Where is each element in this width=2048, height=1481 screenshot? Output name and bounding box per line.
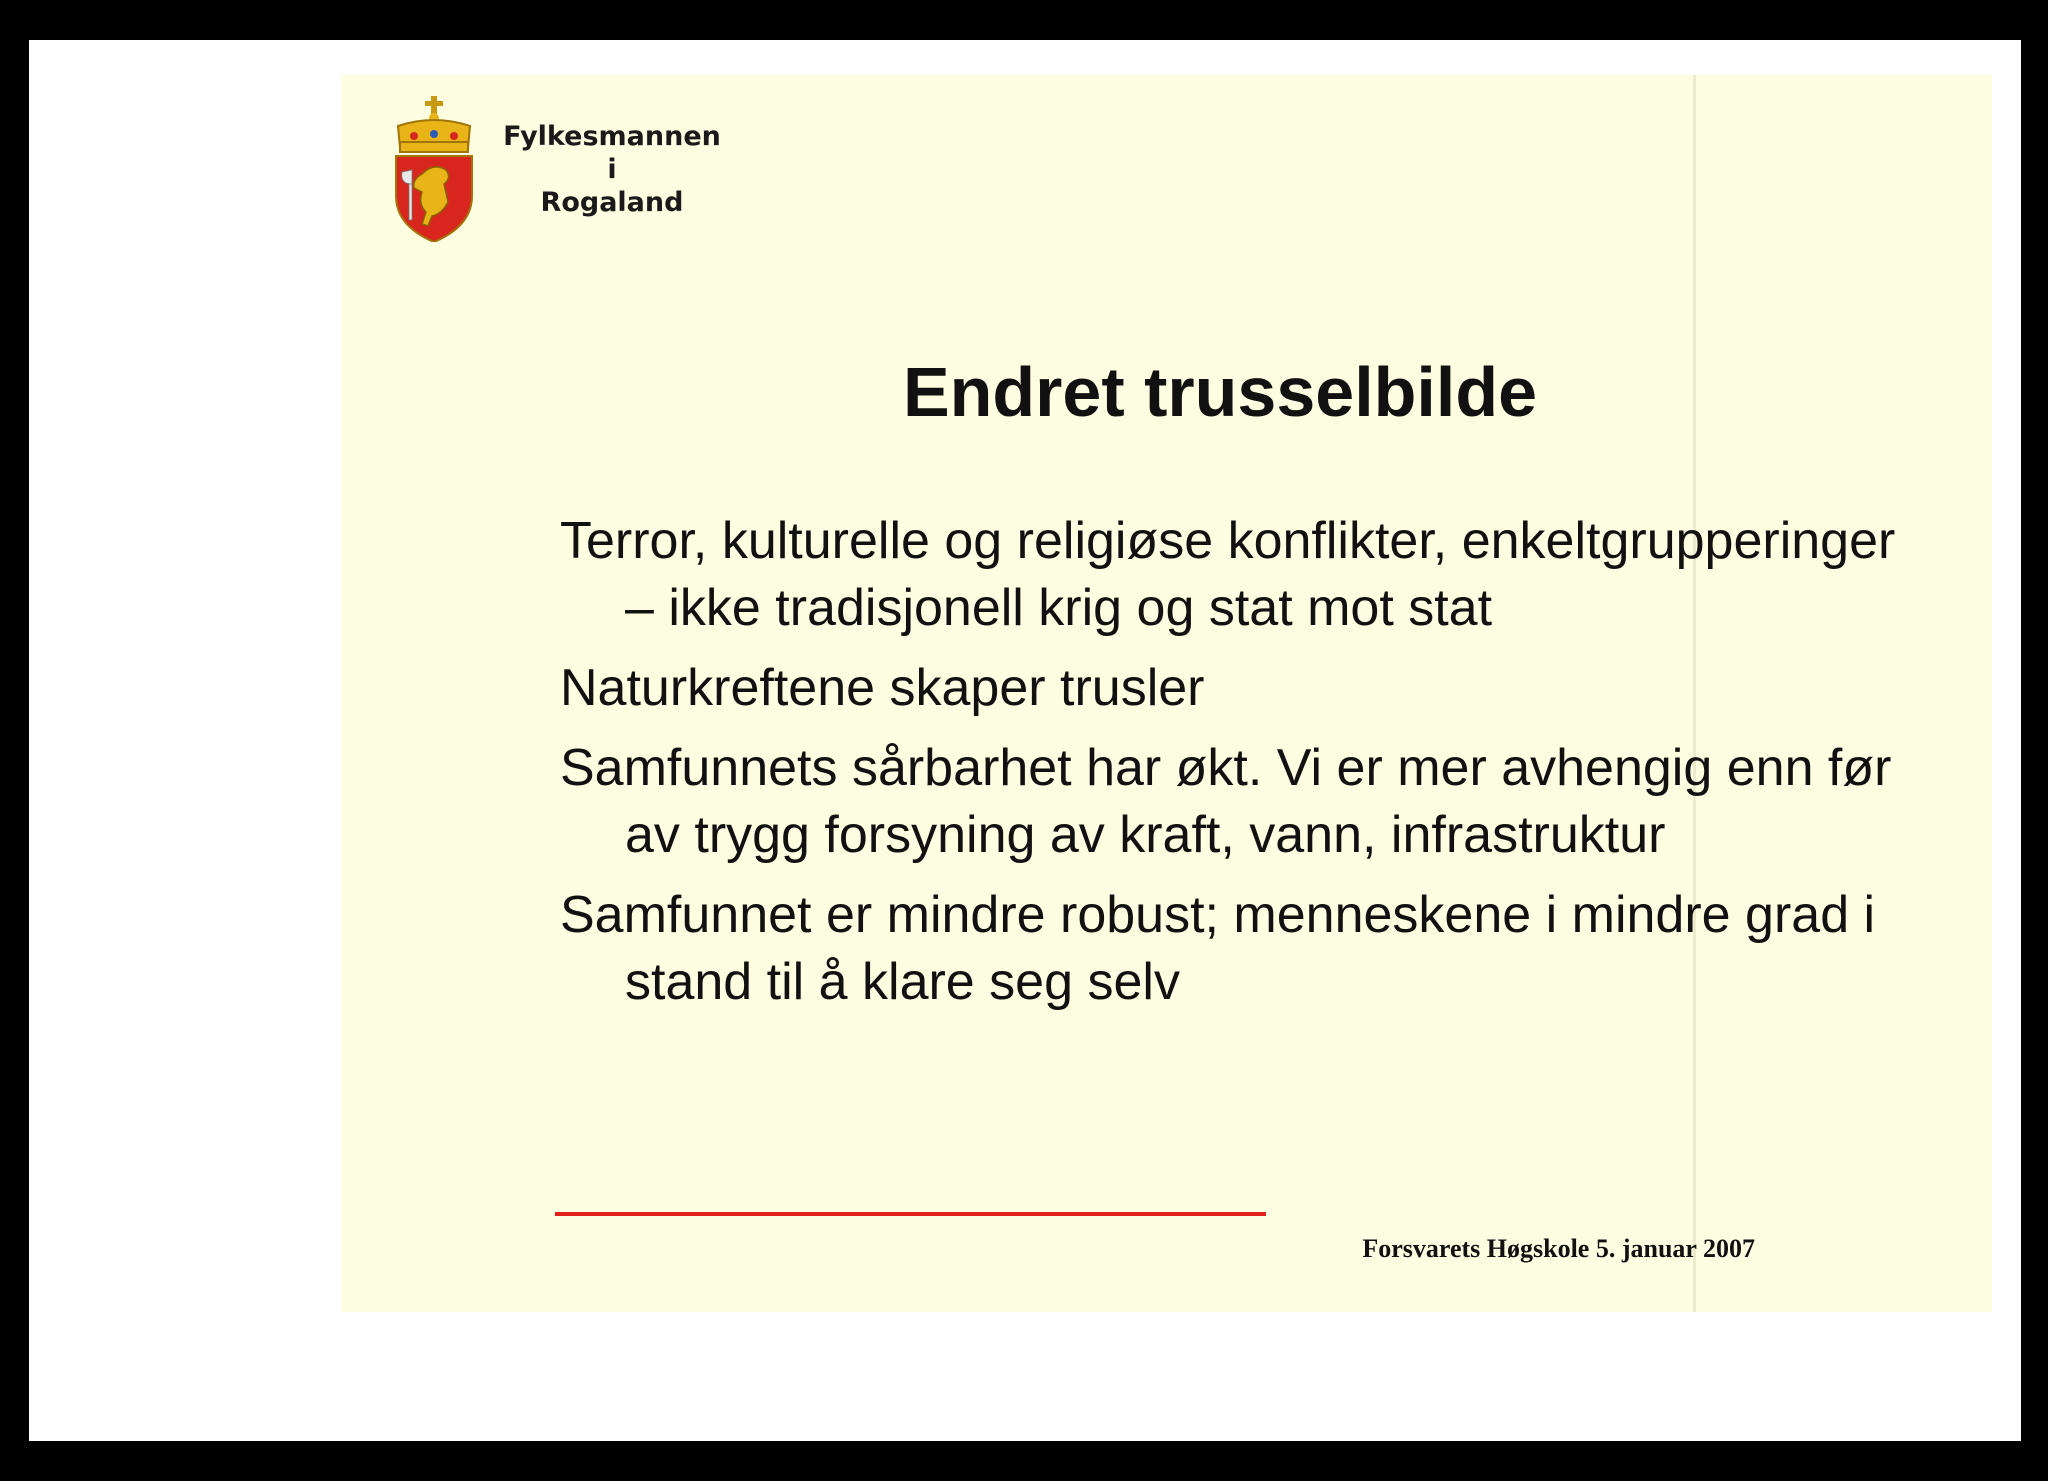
- footer-text: Forsvarets Høgskole 5. januar 2007: [1362, 1234, 1755, 1263]
- norwegian-coat-of-arms-icon: [392, 96, 476, 242]
- bullet-item: Samfunnets sårbarhet har økt. Vi er mer avhengig enn før av trygg forsyning av kraft, vann, infrastruktur: [560, 739, 1892, 864]
- org-line-2: i: [607, 154, 617, 185]
- org-line-3: Rogaland: [540, 187, 684, 218]
- bullet-item: Terror, kulturelle og religiøse konflikter, enkeltgrupperinger – ikke tradisjonell krig og stat mot stat: [560, 512, 1896, 637]
- bullet-item: Samfunnet er mindre robust; menneskene i mindre grad i stand til å klare seg selv: [560, 886, 1876, 1011]
- bullet-list: [560, 508, 1900, 1029]
- bullet-item: Naturkreftene skaper trusler: [560, 659, 1205, 717]
- slide-title: Endret trusselbilde: [902, 353, 1538, 431]
- org-line-1: Fylkesmannen: [503, 121, 721, 152]
- red-divider: [555, 1212, 1266, 1216]
- organization-name: [492, 120, 732, 219]
